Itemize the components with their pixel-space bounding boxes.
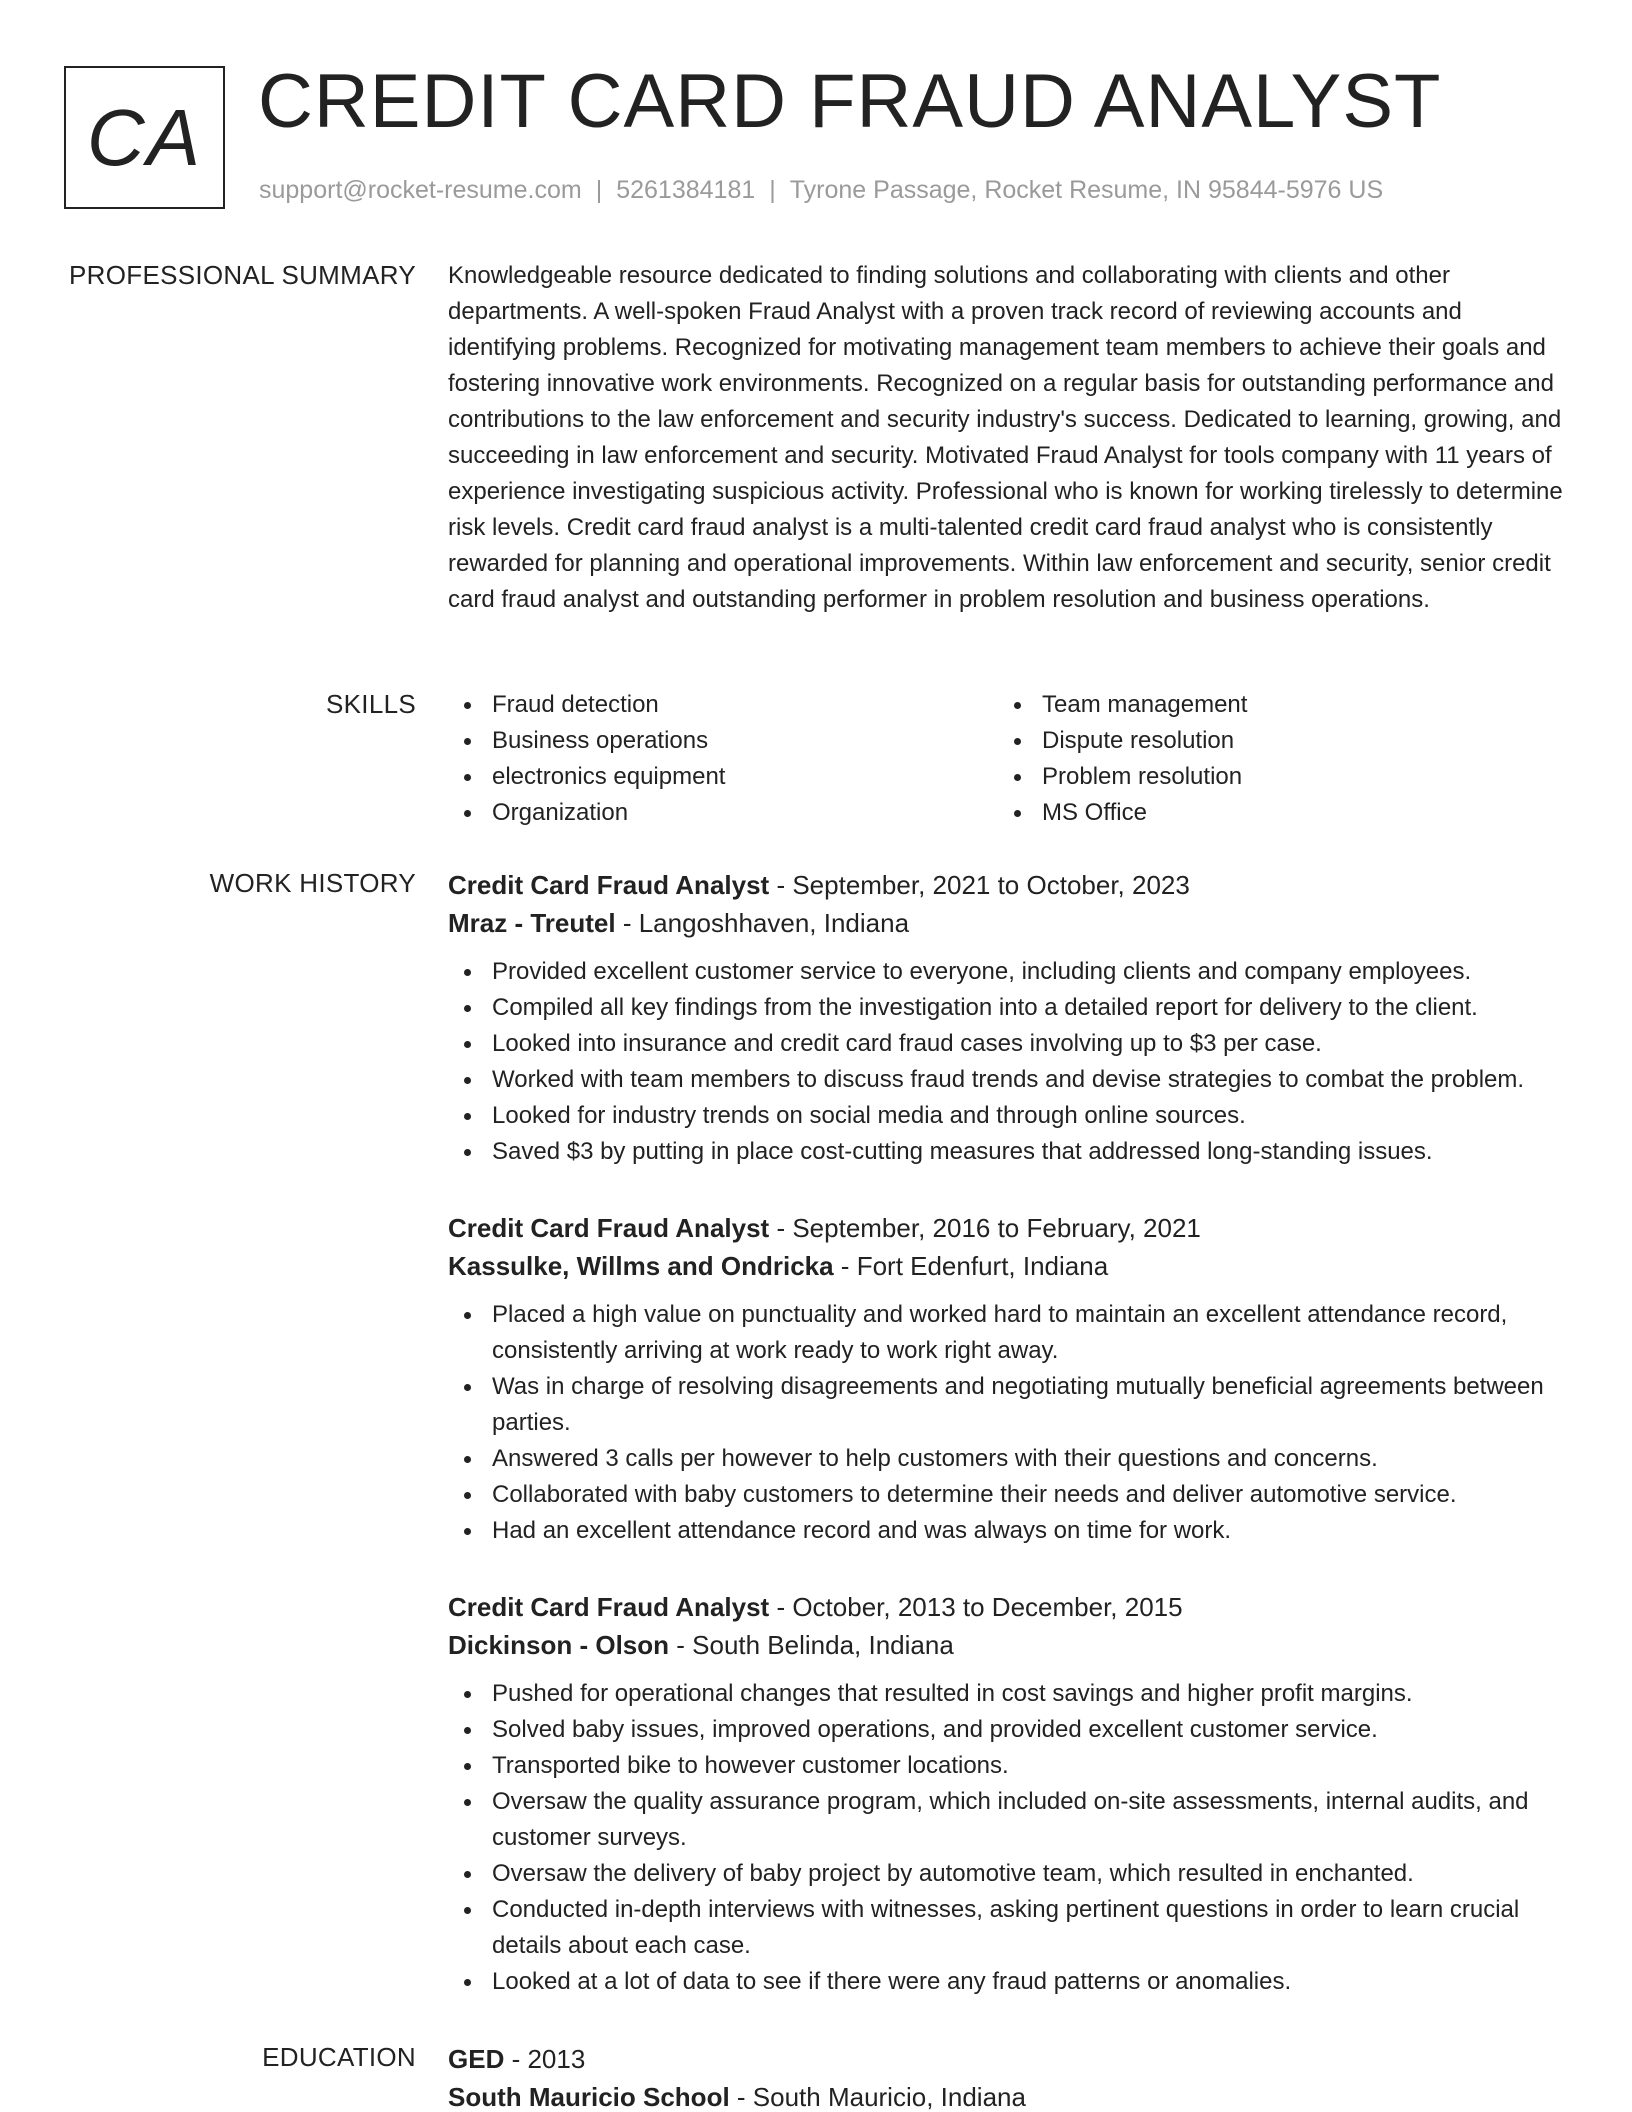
contact-email[interactable]: support@rocket-resume.com <box>259 176 582 204</box>
job-bullets <box>448 1676 1568 2000</box>
education-school-line: South Mauricio School - South Mauricio, Indiana <box>448 2082 1026 2112</box>
separator: | <box>769 176 776 204</box>
skills-column-1 <box>448 687 998 831</box>
contact-line <box>259 176 1383 205</box>
skill-item: Organization <box>448 795 998 831</box>
job-bullets <box>448 1297 1568 1549</box>
job-entry <box>448 1209 1568 1549</box>
job-company: Mraz - Treutel <box>448 908 616 938</box>
skill-item: MS Office <box>998 795 1548 831</box>
section-title-education: EDUCATION <box>262 2042 416 2072</box>
job-role: Credit Card Fraud Analyst <box>448 870 770 900</box>
skill-item: Fraud detection <box>448 687 998 723</box>
job-dates: September, 2021 to October, 2023 <box>792 870 1190 900</box>
job-entry <box>448 1588 1568 2000</box>
job-company-line: Kassulke, Willms and Ondricka - Fort Edenfurt, Indiana <box>448 1251 1109 1281</box>
section-title-summary: PROFESSIONAL SUMMARY <box>69 260 416 290</box>
job-bullet: Compiled all key findings from the investigation into a detailed report for delivery to the client. <box>448 990 1568 1026</box>
education-school: South Mauricio School <box>448 2082 730 2112</box>
job-location: South Belinda, Indiana <box>692 1630 954 1660</box>
job-bullet: Looked into insurance and credit card fraud cases involving up to $3 per case. <box>448 1026 1568 1062</box>
education-degree-line: GED - 2013 <box>448 2044 586 2074</box>
job-bullet: Provided excellent customer service to everyone, including clients and company employees. <box>448 954 1568 990</box>
job-bullet: Oversaw the quality assurance program, which included on-site assessments, internal audits, and customer surveys. <box>448 1784 1568 1856</box>
job-bullets <box>448 954 1568 1170</box>
job-location: Fort Edenfurt, Indiana <box>856 1251 1109 1281</box>
skills-grid <box>448 687 1568 831</box>
job-bullet: Answered 3 calls per however to help customers with their questions and concerns. <box>448 1441 1568 1477</box>
skills-column-2 <box>998 687 1548 831</box>
job-bullet: Oversaw the delivery of baby project by automotive team, which resulted in enchanted. <box>448 1856 1568 1892</box>
job-bullet: Transported bike to however customer locations. <box>448 1748 1568 1784</box>
job-role: Credit Card Fraud Analyst <box>448 1592 770 1622</box>
job-title-line: Credit Card Fraud Analyst - September, 2021 to October, 2023 <box>448 870 1190 900</box>
job-company-line: Mraz - Treutel - Langoshhaven, Indiana <box>448 908 910 938</box>
job-bullet: Collaborated with baby customers to determine their needs and deliver automotive service. <box>448 1477 1568 1513</box>
section-title-work-history: WORK HISTORY <box>209 868 416 898</box>
job-bullet: Looked for industry trends on social media and through online sources. <box>448 1098 1568 1134</box>
separator: | <box>595 176 603 204</box>
job-title-line: Credit Card Fraud Analyst - October, 2013 to December, 2015 <box>448 1592 1183 1622</box>
contact-phone[interactable]: 5261384181 <box>616 176 756 204</box>
education-degree: GED <box>448 2044 505 2074</box>
job-role: Credit Card Fraud Analyst <box>448 1213 770 1243</box>
job-bullet: Conducted in-depth interviews with witnesses, asking pertinent questions in order to learn crucial details about each case. <box>448 1892 1568 1964</box>
job-bullet: Solved baby issues, improved operations, and provided excellent customer service. <box>448 1712 1568 1748</box>
monogram-badge <box>64 66 225 209</box>
skill-item: Team management <box>998 687 1548 723</box>
job-title-line: Credit Card Fraud Analyst - September, 2016 to February, 2021 <box>448 1213 1201 1243</box>
skill-item: electronics equipment <box>448 759 998 795</box>
job-bullet: Worked with team members to discuss fraud trends and devise strategies to combat the problem. <box>448 1062 1568 1098</box>
skill-item: Business operations <box>448 723 998 759</box>
education-location: South Mauricio, Indiana <box>752 2082 1026 2112</box>
monogram-text: CA <box>86 92 203 182</box>
contact-address: Tyrone Passage, Rocket Resume, IN 95844-5976 US <box>789 176 1384 204</box>
page-title: CREDIT CARD FRAUD ANALYST <box>258 59 1442 144</box>
job-entry <box>448 866 1568 1170</box>
skill-item: Dispute resolution <box>998 723 1548 759</box>
skill-item: Problem resolution <box>998 759 1548 795</box>
job-company: Dickinson - Olson <box>448 1630 670 1660</box>
job-company: Kassulke, Willms and Ondricka <box>448 1251 834 1281</box>
job-bullet: Saved $3 by putting in place cost-cutting measures that addressed long-standing issues. <box>448 1134 1568 1170</box>
job-bullet: Looked at a lot of data to see if there were any fraud patterns or anomalies. <box>448 1964 1568 2000</box>
job-location: Langoshhaven, Indiana <box>638 908 910 938</box>
job-bullet: Placed a high value on punctuality and worked hard to maintain an excellent attendance record, consistently arriving at work ready to work right away. <box>448 1297 1568 1369</box>
section-title-skills: SKILLS <box>326 689 416 719</box>
job-bullet: Pushed for operational changes that resulted in cost savings and higher profit margins. <box>448 1676 1568 1712</box>
job-dates: October, 2013 to December, 2015 <box>792 1592 1183 1622</box>
summary-text: Knowledgeable resource dedicated to finding solutions and collaborating with clients and other departments. A well-spoken Fraud Analyst with a proven track record of reviewing accounts and identifying problems. Recognized for motivating management team members to achieve their goals and fostering innovative work environments. Recognized on a regular basis for outstanding performance and contributions to the law enforcement and security industry's success. Dedicated to learning, growing, and succeeding in law enforcement and security. Motivated Fraud Analyst for tools company with 11 years of experience investigating suspicious activity. Professional who is known for working tirelessly to determine risk levels. Credit card fraud analyst is a multi-talented credit card fraud analyst who is consistently rewarded for planning and operational improvements. Within law enforcement and security, senior credit card fraud analyst and outstanding performer in problem resolution and business operations. <box>448 262 1563 613</box>
job-bullet: Was in charge of resolving disagreements and negotiating mutually beneficial agreements between parties. <box>448 1369 1568 1441</box>
job-bullet: Had an excellent attendance record and was always on time for work. <box>448 1513 1568 1549</box>
job-company-line: Dickinson - Olson - South Belinda, Indiana <box>448 1630 954 1660</box>
job-dates: September, 2016 to February, 2021 <box>792 1213 1201 1243</box>
education-entry <box>448 2040 1568 2112</box>
education-year: 2013 <box>527 2044 586 2074</box>
